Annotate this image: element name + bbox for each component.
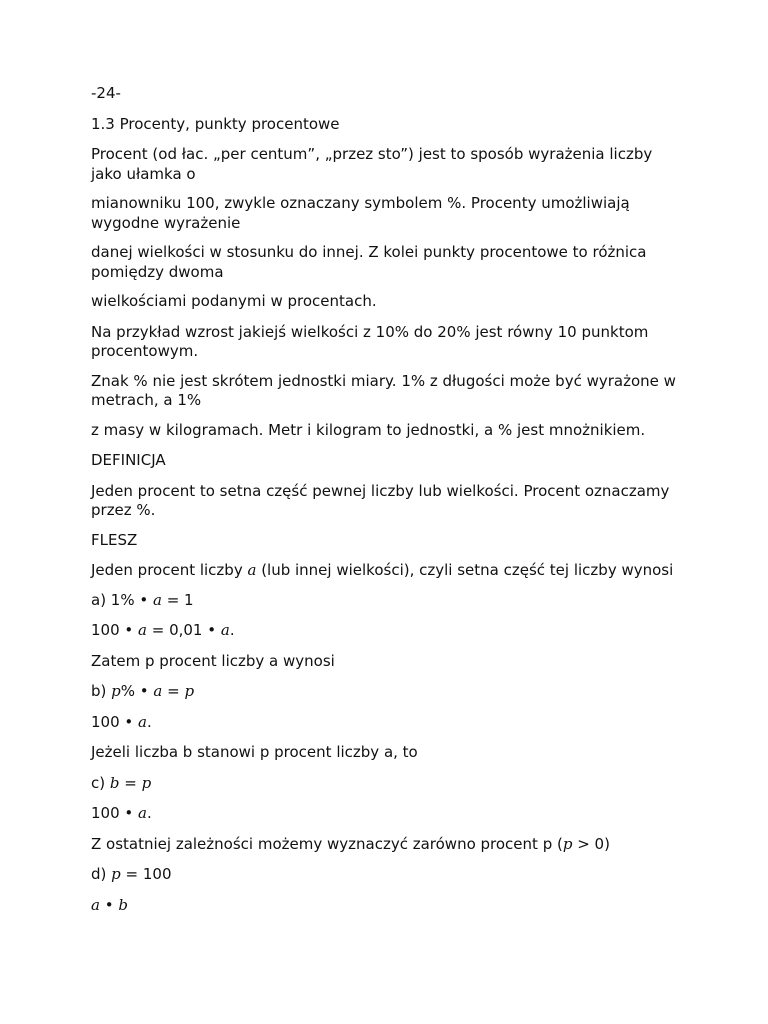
- paragraph: danej wielkości w stosunku do innej. Z kolei punkty procentowe to różnica pomiędzy dwoma: [91, 243, 647, 281]
- equation-a: a) 1% • a = 1: [91, 590, 194, 609]
- paragraph: Na przykład wzrost jakiejś wielkości z 10% do 20% jest równy 10 punktom procentowym.: [91, 322, 649, 360]
- text-line: Z ostatniej zależności możemy wyznaczyć zarówno procent p (p > 0): [91, 834, 610, 853]
- equation-c-denominator: 100 • a.: [91, 804, 152, 822]
- equation-b: b) p% • a = p: [91, 682, 195, 700]
- text-line: Zatem p procent liczby a wynosi: [91, 651, 335, 670]
- paragraph: mianowniku 100, zwykle oznaczany symbolem %. Procenty umożliwiają wygodne wyrażenie: [91, 194, 630, 232]
- paragraph: Procent (od łac. „per centum”, „przez sto”) jest to sposób wyrażenia liczby jako ułamka o: [91, 145, 653, 183]
- page-number: -24-: [91, 84, 121, 102]
- definition-text: Jeden procent to setna część pewnej liczby lub wielkości. Procent oznaczamy przez %.: [91, 481, 670, 519]
- equation-d: d) p = 100: [91, 865, 172, 883]
- flash-text: Jeden procent liczby a (lub innej wielkości), czyli setna część tej liczby wynosi: [91, 561, 674, 579]
- equation-b-denominator: 100 • a.: [91, 712, 152, 731]
- paragraph: Znak % nie jest skrótem jednostki miary. 1% z długości może być wyrażone w metrach, a 1%: [91, 371, 676, 409]
- equation-d-denominator: a • b: [91, 895, 128, 914]
- flash-label: FLESZ: [91, 530, 138, 549]
- paragraph: wielkościami podanymi w procentach.: [91, 292, 377, 310]
- paragraph: z masy w kilogramach. Metr i kilogram to jednostki, a % jest mnożnikiem.: [91, 420, 646, 439]
- equation-c: c) b = p: [91, 773, 152, 792]
- section-title: 1.3 Procenty, punkty procentowe: [91, 114, 340, 133]
- text-line: Jeżeli liczba b stanowi p procent liczby a, to: [91, 743, 418, 761]
- document-page: [91, 84, 681, 926]
- equation-a-denominator: 100 • a = 0,01 • a.: [91, 621, 235, 639]
- definition-label: DEFINICJA: [91, 451, 166, 469]
